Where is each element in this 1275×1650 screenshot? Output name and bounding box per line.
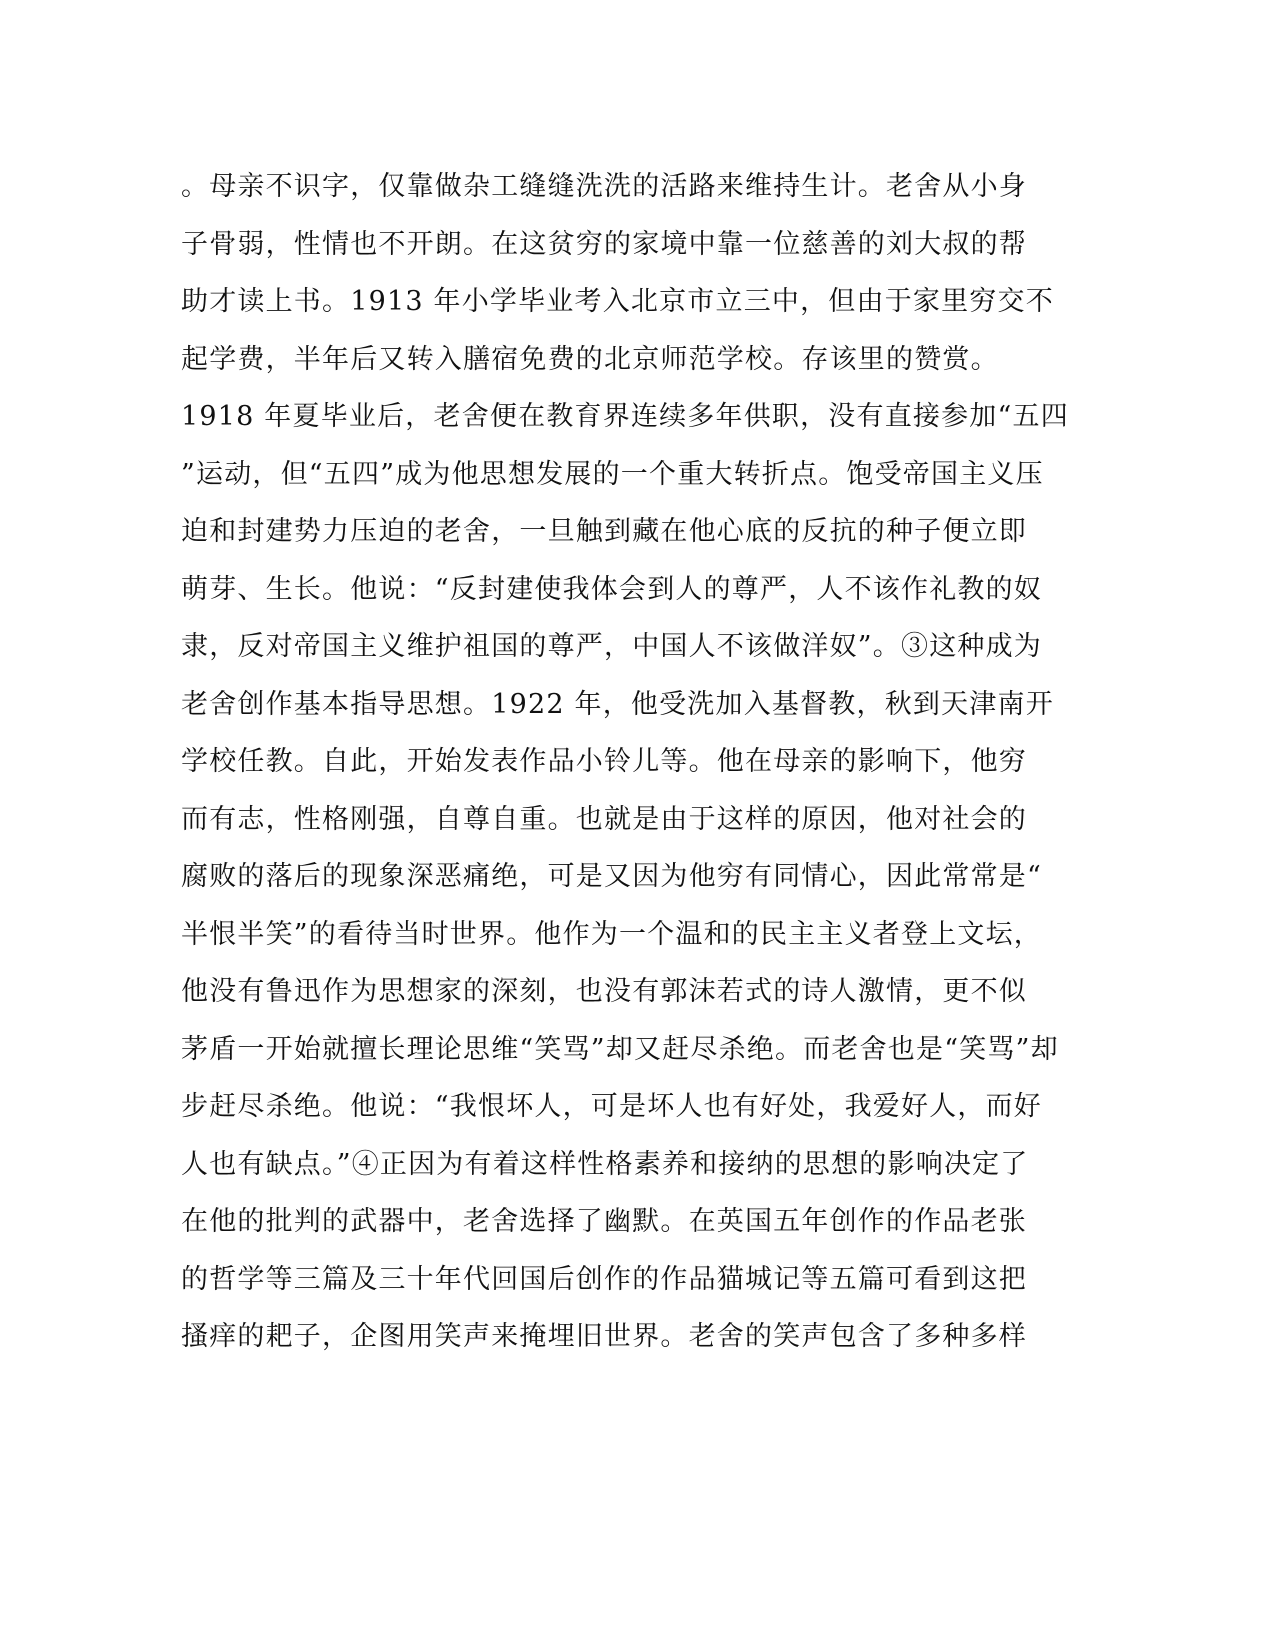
- text-line: 腐败的落后的现象深恶痛绝，可是又因为他穷有同情心，因此常常是“: [181, 861, 1043, 892]
- text-line: 学校任教。自此，开始发表作品小铃儿等。他在母亲的影响下，他穷: [181, 746, 1027, 777]
- body-text: [181, 158, 1069, 1366]
- text-line: 助才读上书。1913 年小学毕业考入北京市立三中，但由于家里穷交不: [181, 286, 1054, 317]
- text-line: 子骨弱，性情也不开朗。在这贫穷的家境中靠一位慈善的刘大叔的帮: [181, 228, 1027, 260]
- text-line: 。母亲不识字，仅靠做杂工缝缝洗洗的活路来维持生计。老舍从小身: [181, 171, 1027, 202]
- text-line: 起学费，半年后又转入膳宿免费的北京师范学校。存该里的赞赏。: [181, 343, 999, 375]
- text-line: 半恨半笑”的看待当时世界。他作为一个温和的民主主义者登上文坛，: [181, 918, 1043, 950]
- text-line: ”运动，但“五四”成为他思想发展的一个重大转折点。饱受帝国主义压: [181, 458, 1044, 490]
- text-line: 人也有缺点。”④正因为有着这样性格素养和接纳的思想的影响决定了: [181, 1148, 1029, 1180]
- text-line: 1918 年夏毕业后，老舍便在教育界连续多年供职，没有直接参加“五四: [181, 401, 1069, 432]
- text-line: 步赶尽杀绝。他说：“我恨坏人，可是坏人也有好处，我爱好人，而好: [181, 1091, 1043, 1122]
- text-line: 茅盾一开始就擅长理论思维“笑骂”却又赶尽杀绝。而老舍也是“笑骂”却: [181, 1033, 1059, 1065]
- text-line: 迫和封建势力压迫的老舍，一旦触到藏在他心底的反抗的种子便立即: [181, 516, 1027, 547]
- text-line: 萌芽、生长。他说：“反封建使我体会到人的尊严，人不该作礼教的奴: [181, 573, 1043, 605]
- text-line: 他没有鲁迅作为思想家的深刻，也没有郭沫若式的诗人激情，更不似: [181, 976, 1027, 1007]
- text-line: 老舍创作基本指导思想。1922 年，他受洗加入基督教，秋到天津南开: [181, 688, 1054, 720]
- text-line: 而有志，性格刚强，自尊自重。也就是由于这样的原因，他对社会的: [181, 803, 1027, 835]
- text-line: 在他的批判的武器中，老舍选择了幽默。在英国五年创作的作品老张: [181, 1206, 1027, 1237]
- text-line: 搔痒的耙子，企图用笑声来掩埋旧世界。老舍的笑声包含了多种多样: [181, 1321, 1027, 1352]
- text-line: 的哲学等三篇及三十年代回国后创作的作品猫城记等五篇可看到这把: [181, 1263, 1027, 1295]
- text-line: 隶，反对帝国主义维护祖国的尊严，中国人不该做洋奴”。③这种成为: [181, 631, 1043, 662]
